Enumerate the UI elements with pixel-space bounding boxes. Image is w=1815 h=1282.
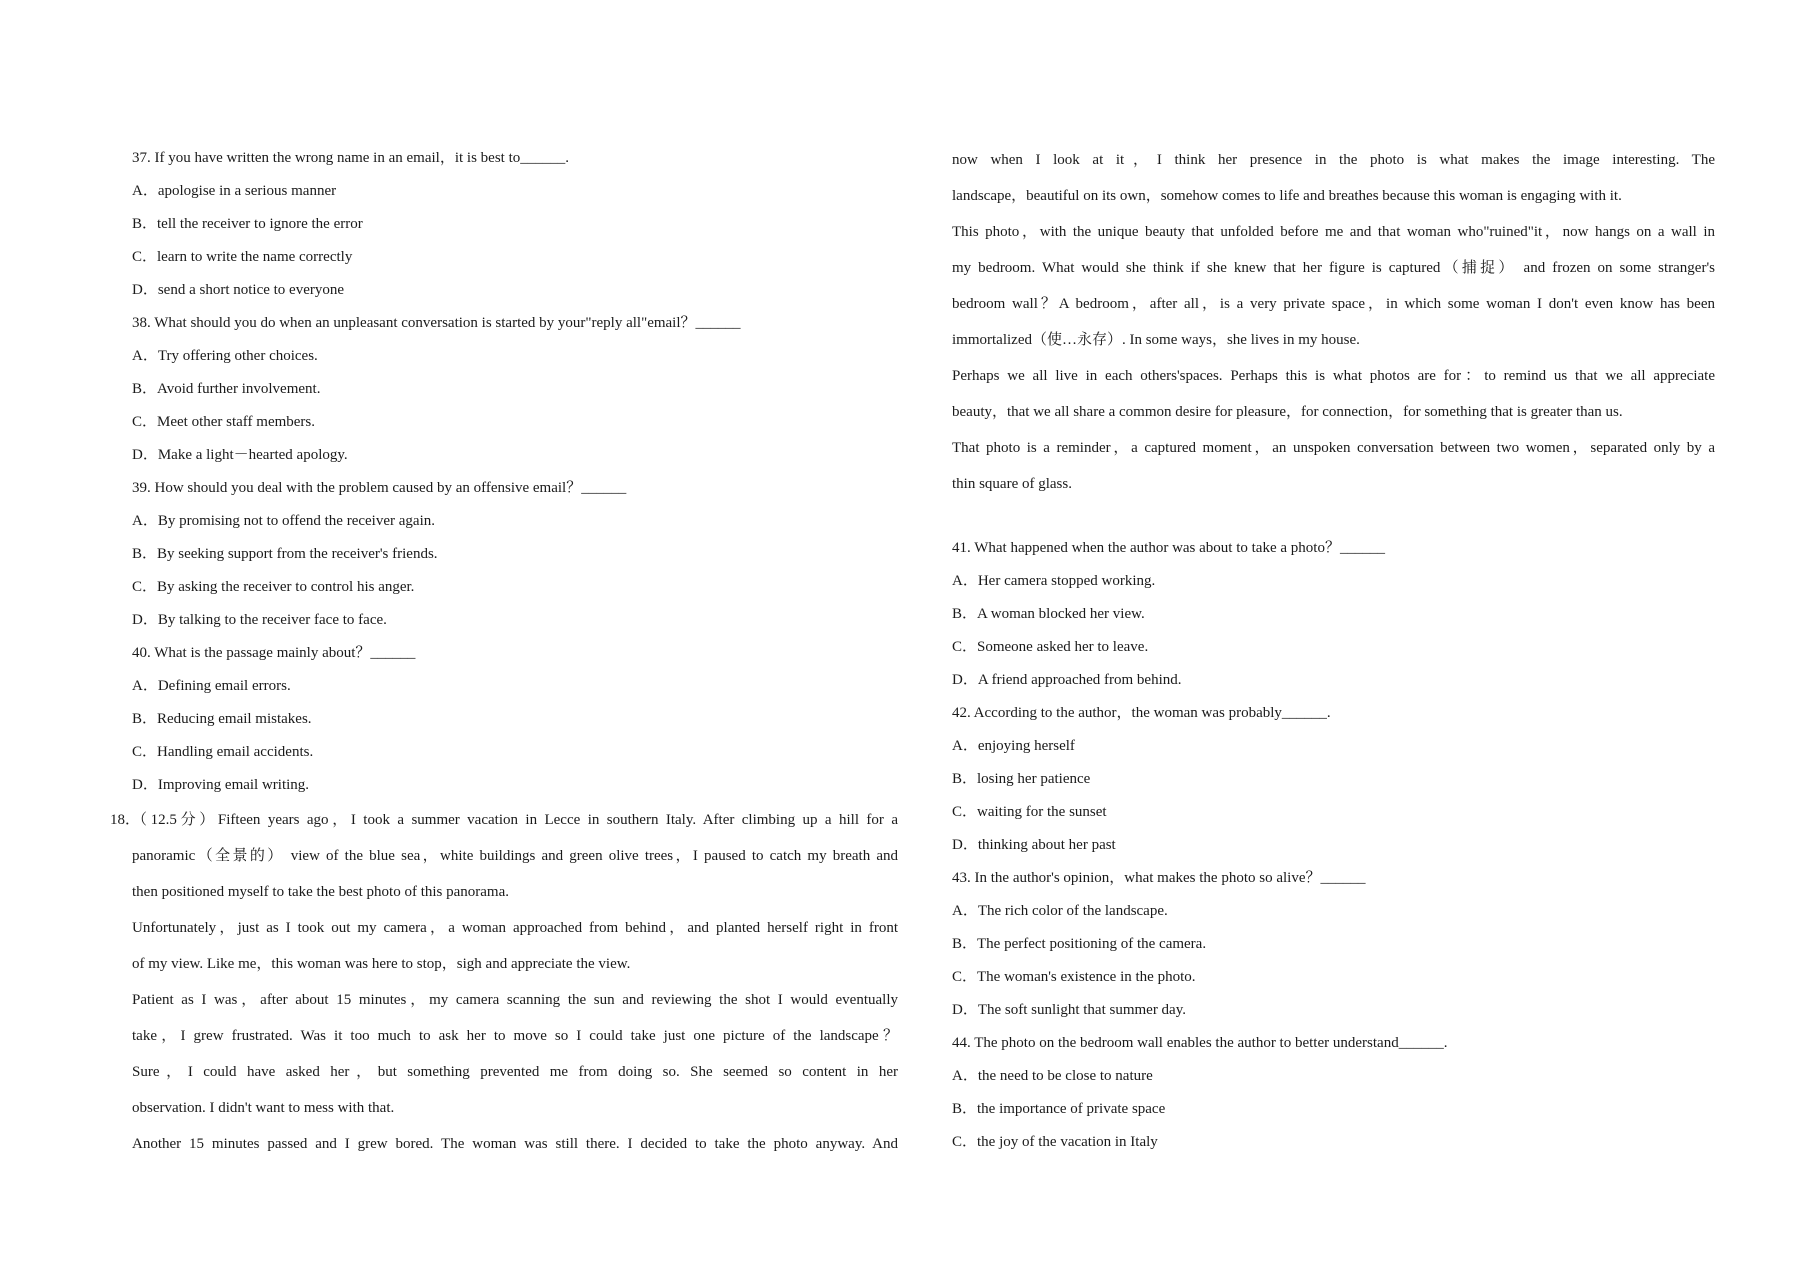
passage-line: take，I grew frustrated. Was it too much to ask her to move so I could take just one picture of the landscape？: [132, 1028, 898, 1044]
question-stem: 38. What should you do when an unpleasant conversation is started by your"reply all"email？______: [132, 315, 741, 331]
passage-line: immortalized（使…永存）. In some ways，she lives in my house.: [952, 332, 1360, 348]
answer-option: D．The soft sunlight that summer day.: [952, 1002, 1186, 1018]
answer-option: C．The woman's existence in the photo.: [952, 969, 1196, 985]
question-stem: 40. What is the passage mainly about？______: [132, 645, 416, 661]
question-stem: 39. How should you deal with the problem caused by an offensive email？______: [132, 480, 627, 496]
passage-line: Another 15 minutes passed and I grew bored. The woman was still there. I decided to take the photo anyway. And: [132, 1136, 898, 1152]
passage-line: of my view. Like me，this woman was here to stop，sigh and appreciate the view.: [132, 956, 631, 972]
passage-line: observation. I didn't want to mess with that.: [132, 1100, 395, 1116]
passage-line: landscape，beautiful on its own，somehow comes to life and breathes because this woman is engaging with it.: [952, 188, 1622, 204]
passage-line: then positioned myself to take the best photo of this panorama.: [132, 884, 510, 900]
answer-option: D．A friend approached from behind.: [952, 672, 1182, 688]
question-stem: 41. What happened when the author was about to take a photo？______: [952, 540, 1385, 556]
answer-option: A．The rich color of the landscape.: [952, 903, 1168, 919]
question-stem: 44. The photo on the bedroom wall enables the author to better understand______.: [952, 1035, 1448, 1051]
answer-option: C．By asking the receiver to control his anger.: [132, 579, 415, 595]
answer-option: A．the need to be close to nature: [952, 1068, 1153, 1084]
answer-option: D．By talking to the receiver face to face.: [132, 612, 387, 628]
passage-line: Unfortunately，just as I took out my camera，a woman approached from behind，and planted herself right in front: [132, 920, 898, 936]
passage-line: thin square of glass.: [952, 476, 1072, 492]
answer-option: C．learn to write the name correctly: [132, 249, 353, 265]
answer-option: B．The perfect positioning of the camera.: [952, 936, 1207, 952]
answer-option: A．By promising not to offend the receiver again.: [132, 513, 435, 529]
answer-option: B．Avoid further involvement.: [132, 381, 321, 397]
answer-option: B．Reducing email mistakes.: [132, 711, 312, 727]
reading-passage-q18: [110, 802, 898, 1162]
answer-option: C．Someone asked her to leave.: [952, 639, 1149, 655]
answer-option: C．the joy of the vacation in Italy: [952, 1134, 1158, 1150]
passage-line: bedroom wall？A bedroom，after all，is a very private space，in which some woman I don't even know has been: [952, 296, 1715, 312]
answer-option: A．enjoying herself: [952, 738, 1075, 754]
answer-option: C．Meet other staff members.: [132, 414, 316, 430]
passage-line: This photo，with the unique beauty that unfolded before me and that woman who"ruined"it，now hangs on a wall in: [952, 224, 1715, 240]
answer-option: B．the importance of private space: [952, 1101, 1166, 1117]
right-column: [952, 142, 1715, 1159]
passage-line: Patient as I was，after about 15 minutes，my camera scanning the sun and reviewing the shot I would eventually: [132, 992, 898, 1008]
passage-line: panoramic（全景的） view of the blue sea，white buildings and green olive trees，I paused to catch my breath and: [132, 848, 898, 864]
answer-option: A．Defining email errors.: [132, 678, 291, 694]
question-number: 18．: [110, 812, 141, 828]
answer-option: D．Make a light－hearted apology.: [132, 447, 348, 463]
answer-option: B．By seeking support from the receiver's friends.: [132, 546, 438, 562]
question-stem: 37. If you have written the wrong name in an email，it is best to______.: [132, 150, 569, 166]
answer-option: D．send a short notice to everyone: [132, 282, 345, 298]
passage-line: Perhaps we all live in each others'spaces. Perhaps this is what photos are for：to remind us that we all appreciate: [952, 368, 1715, 384]
passage-line: now when I look at it，I think her presence in the photo is what makes the image interesting. The: [952, 152, 1715, 168]
question-stem: 42. According to the author，the woman was probably______.: [952, 705, 1331, 721]
passage-line: Sure，I could have asked her，but something prevented me from doing so. She seemed so content in her: [132, 1064, 898, 1080]
answer-option: D．Improving email writing.: [132, 777, 310, 793]
answer-option: C．Handling email accidents.: [132, 744, 314, 760]
answer-option: A．Her camera stopped working.: [952, 573, 1156, 589]
passage-line: beauty，that we all share a common desire for pleasure，for connection，for something that is greater than us.: [952, 404, 1623, 420]
passage-line: （12.5分）Fifteen years ago，I took a summer vacation in Lecce in southern Italy. After climbing up a hill for a: [132, 812, 898, 828]
answer-option: C．waiting for the sunset: [952, 804, 1107, 820]
answer-option: A．apologise in a serious manner: [132, 183, 337, 199]
answer-option: D．thinking about her past: [952, 837, 1116, 853]
spacer: [952, 502, 1715, 532]
answer-option: B．tell the receiver to ignore the error: [132, 216, 363, 232]
passage-line: my bedroom. What would she think if she knew that her figure is captured（捕捉） and frozen on some stranger's: [952, 260, 1715, 276]
question-stem: 43. In the author's opinion，what makes the photo so alive？______: [952, 870, 1366, 886]
answer-option: B．A woman blocked her view.: [952, 606, 1145, 622]
answer-option: A．Try offering other choices.: [132, 348, 318, 364]
answer-option: B．losing her patience: [952, 771, 1091, 787]
passage-line: That photo is a reminder，a captured moment，an unspoken conversation between two women，separated only by a: [952, 440, 1715, 456]
left-column: [110, 142, 898, 1162]
